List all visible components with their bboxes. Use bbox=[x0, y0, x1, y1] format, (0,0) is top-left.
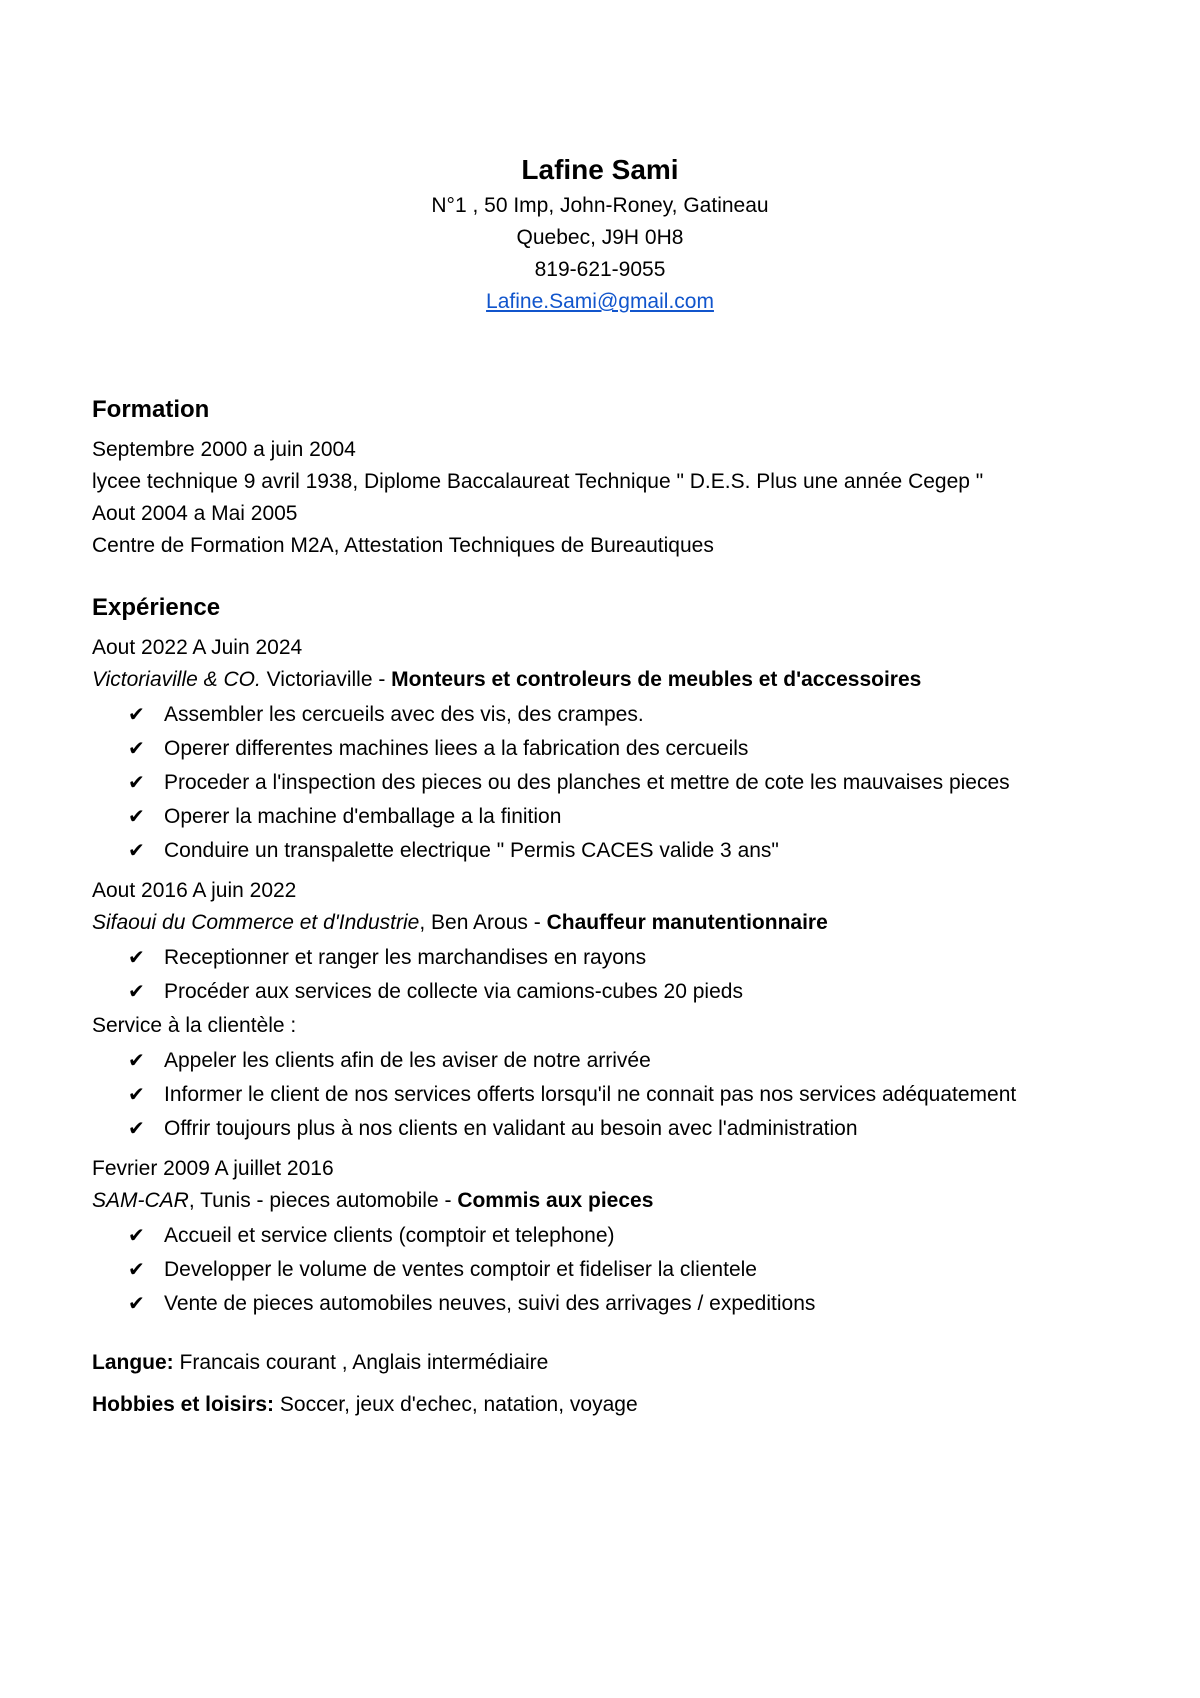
job-location: Victoriaville - bbox=[260, 668, 392, 691]
list-item bbox=[128, 698, 1108, 731]
check-icon: ✔ bbox=[128, 804, 145, 828]
list-item bbox=[128, 1253, 1108, 1286]
languages-value: Francais courant , Anglais intermédiaire bbox=[173, 1351, 549, 1374]
job-entry bbox=[92, 1153, 1108, 1320]
formation-line: lycee technique 9 avril 1938, Diplome Baccalaureat Technique " D.E.S. Plus une année Cegep " bbox=[92, 470, 984, 493]
job-dates: Aout 2016 A juin 2022 bbox=[92, 879, 297, 902]
email-line bbox=[92, 286, 1108, 318]
task-text: Conduire un transpalette electrique " Permis CACES valide 3 ans" bbox=[164, 839, 779, 862]
job-entry bbox=[92, 875, 1108, 1145]
task-text: Offrir toujours plus à nos clients en validant au besoin avec l'administration bbox=[164, 1117, 858, 1140]
job-role: Chauffeur manutentionnaire bbox=[546, 911, 828, 934]
task-text: Informer le client de nos services offerts lorsqu'il ne connait pas nos services adéquatement bbox=[164, 1083, 1017, 1106]
task-text: Procéder aux services de collecte via camions-cubes 20 pieds bbox=[164, 980, 743, 1003]
list-item bbox=[128, 1287, 1108, 1320]
experience-title: Expérience bbox=[92, 594, 221, 621]
job-role: Monteurs et controleurs de meubles et d'accessoires bbox=[391, 668, 922, 691]
job-heading bbox=[92, 1185, 1108, 1217]
check-icon: ✔ bbox=[128, 838, 145, 862]
formation-line: Septembre 2000 a juin 2004 bbox=[92, 438, 356, 461]
job-location: , Tunis - pieces automobile - bbox=[188, 1189, 458, 1212]
check-icon: ✔ bbox=[128, 945, 145, 969]
check-icon: ✔ bbox=[128, 1257, 145, 1281]
job-dates: Fevrier 2009 A juillet 2016 bbox=[92, 1157, 334, 1180]
subsection-label: Service à la clientèle : bbox=[92, 1014, 297, 1037]
formation-title: Formation bbox=[92, 396, 210, 423]
job-heading bbox=[92, 664, 1108, 696]
hobbies-line bbox=[92, 1384, 1108, 1426]
task-list bbox=[92, 1044, 1108, 1145]
job-heading bbox=[92, 907, 1108, 939]
check-icon: ✔ bbox=[128, 979, 145, 1003]
task-list bbox=[92, 941, 1108, 1008]
check-icon: ✔ bbox=[128, 702, 145, 726]
list-item bbox=[128, 1112, 1108, 1145]
list-item bbox=[128, 1044, 1108, 1077]
extras-block bbox=[92, 1342, 1108, 1426]
job-role: Commis aux pieces bbox=[457, 1189, 654, 1212]
job-company: SAM-CAR bbox=[92, 1189, 189, 1212]
task-text: Vente de pieces automobiles neuves, suivi des arrivages / expeditions bbox=[164, 1292, 816, 1315]
check-icon: ✔ bbox=[128, 1223, 145, 1247]
list-item bbox=[128, 975, 1108, 1008]
check-icon: ✔ bbox=[128, 770, 145, 794]
task-text: Assembler les cercueils avec des vis, des crampes. bbox=[164, 703, 644, 726]
list-item bbox=[128, 800, 1108, 833]
list-item bbox=[128, 941, 1108, 974]
check-icon: ✔ bbox=[128, 1116, 145, 1140]
task-text: Proceder a l'inspection des pieces ou des planches et mettre de cote les mauvaises pieces bbox=[164, 771, 1010, 794]
formation-block bbox=[92, 434, 1108, 562]
check-icon: ✔ bbox=[128, 1291, 145, 1315]
task-list bbox=[92, 1219, 1108, 1320]
task-text: Receptionner et ranger les marchandises en rayons bbox=[164, 946, 647, 969]
job-location: , Ben Arous - bbox=[419, 911, 547, 934]
languages-line bbox=[92, 1342, 1108, 1384]
task-text: Developper le volume de ventes comptoir et fideliser la clientele bbox=[164, 1258, 757, 1281]
job-company: Victoriaville & CO. bbox=[92, 668, 261, 691]
email-link[interactable]: Lafine.Sami@gmail.com bbox=[486, 290, 714, 313]
task-list bbox=[92, 698, 1108, 867]
list-item bbox=[128, 1219, 1108, 1252]
job-entry bbox=[92, 632, 1108, 867]
address-line-1: N°1 , 50 Imp, John-Roney, Gatineau bbox=[431, 194, 769, 217]
address-line-2: Quebec, J9H 0H8 bbox=[516, 226, 684, 249]
candidate-name: Lafine Sami bbox=[521, 154, 679, 185]
formation-line: Centre de Formation M2A, Attestation Techniques de Bureautiques bbox=[92, 534, 714, 557]
list-item bbox=[128, 732, 1108, 765]
task-text: Appeler les clients afin de les aviser de notre arrivée bbox=[164, 1049, 651, 1072]
check-icon: ✔ bbox=[128, 736, 145, 760]
task-text: Accueil et service clients (comptoir et telephone) bbox=[164, 1224, 615, 1247]
check-icon: ✔ bbox=[128, 1082, 145, 1106]
phone-number: 819-621-9055 bbox=[534, 258, 666, 281]
formation-line: Aout 2004 a Mai 2005 bbox=[92, 502, 298, 525]
task-text: Operer la machine d'emballage a la finition bbox=[164, 805, 562, 828]
job-dates: Aout 2022 A Juin 2024 bbox=[92, 636, 303, 659]
hobbies-value: Soccer, jeux d'echec, natation, voyage bbox=[274, 1393, 638, 1416]
list-item bbox=[128, 834, 1108, 867]
job-company: Sifaoui du Commerce et d'Industrie bbox=[92, 911, 420, 934]
languages-label: Langue: bbox=[92, 1351, 174, 1374]
hobbies-label: Hobbies et loisirs: bbox=[92, 1393, 275, 1416]
list-item bbox=[128, 1078, 1108, 1111]
resume-header bbox=[92, 0, 1108, 318]
check-icon: ✔ bbox=[128, 1048, 145, 1072]
task-text: Operer differentes machines liees a la fabrication des cercueils bbox=[164, 737, 749, 760]
list-item bbox=[128, 766, 1108, 799]
